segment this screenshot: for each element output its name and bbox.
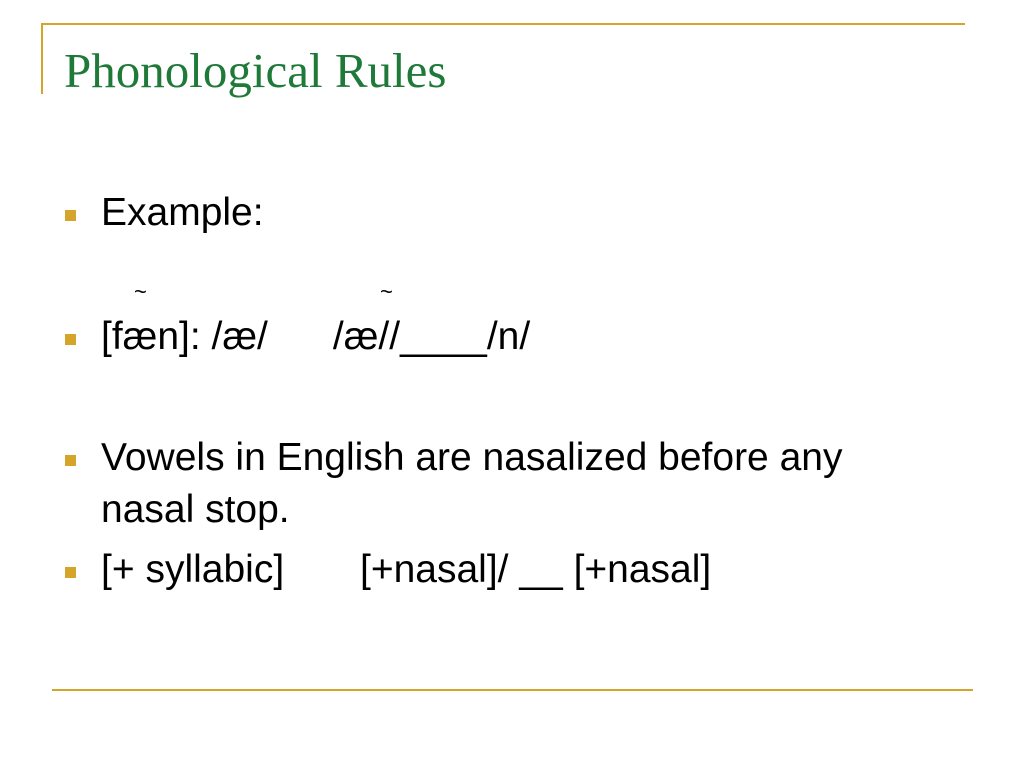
bullet-example: Example: [101,191,264,234]
bullet-marker [65,455,76,466]
bullet-fan-rule: [fæn]: /æ/ /æ//____/n/ [101,315,531,358]
nasal-tilde-mark: ~ [134,279,147,304]
bullet-marker [65,334,76,345]
bullet-feature-rule: [+ syllabic] [+nasal]/ __ [+nasal] [101,548,712,591]
top-rule [41,23,965,25]
bottom-rule [52,689,973,691]
slide-title: Phonological Rules [64,43,447,98]
bullet-vowels-line-1: Vowels in English are nasalized before any [101,436,843,479]
bullet-marker [65,567,76,578]
bullet-marker [65,210,76,221]
bullet-vowels-line-2: nasal stop. [101,488,290,531]
nasal-tilde-mark: ~ [380,279,393,304]
left-rule [41,23,43,94]
